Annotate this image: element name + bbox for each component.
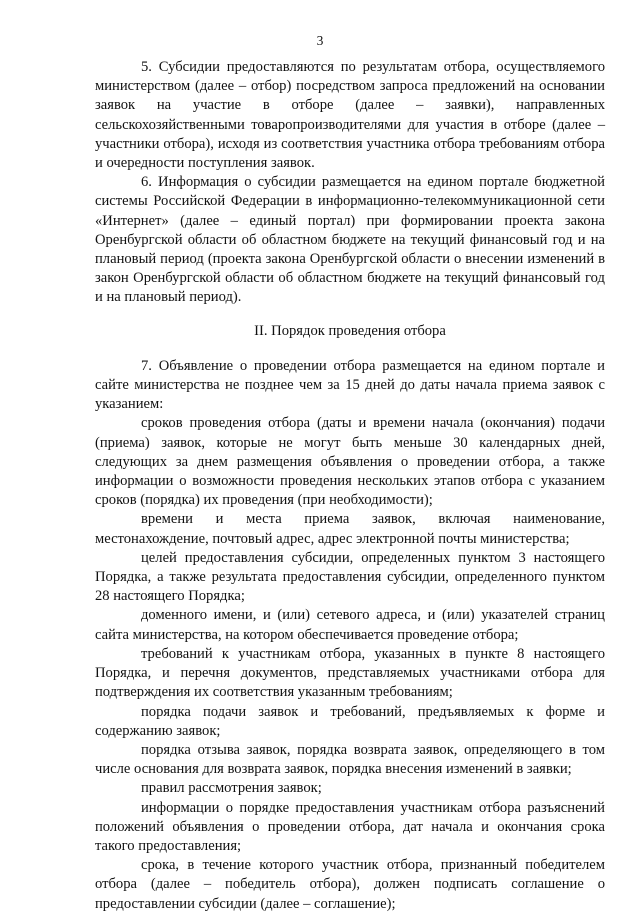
list-item-clarifications: информации о порядке предоставления участникам отбора разъяснений положений объявления о проведении отбора, дат начала и окончания срока такого предоставления; xyxy=(95,799,605,854)
paragraph-7: 7. Объявление о проведении отбора размещается на едином портале и сайте министерства не позднее чем за 15 дней до даты начала приема заявок с указанием: xyxy=(95,357,605,413)
list-item-goals: целей предоставления субсидии, определенных пунктом 3 настоящего Порядка, а также результата предоставления субсидии, определенного пунктом 28 настоящего Порядка; xyxy=(95,549,605,605)
paragraph-5: 5. Субсидии предоставляются по результатам отбора, осуществляемого министерством (далее – отбор) посредством запроса предложений на основании заявок на участие в отборе (далее – заявки), направленных сельскохозяйственными товаропроизводителями для участия в отборе (далее – участники отбора), исходя из соответствия участника отбора требованиям отбора и очередности поступления заявок. xyxy=(95,59,605,172)
list-item-agreement-term: срока, в течение которого участник отбора, признанный победителем отбора (далее – победитель отбора), должен подписать соглашение о предоставлении субсидии (далее – соглашение); xyxy=(95,857,605,912)
paragraph-6: 6. Информация о субсидии размещается на едином портале бюджетной системы Российской Федерации в информационно-телекоммуникационной сети «Интернет» (далее – единый портал) при формировании проекта закона Оренбургской области об областном бюджете на текущий финансовый год и на плановый период (проекта закона Оренбургской области о внесении изменений в закон Оренбургской области об областном бюджете на текущий финансовый год и на плановый период). xyxy=(95,174,605,306)
section-heading: II. Порядок проведения отбора xyxy=(254,322,446,339)
list-item-rules: правил рассмотрения заявок; xyxy=(141,780,322,797)
list-item-deadlines: сроков проведения отбора (даты и времени начала (окончания) подачи (приема) заявок, которые не могут быть меньше 30 календарных дней, следующих за днем размещения объявления о проведении отбора, а также информации о возможности проведения нескольких этапов отбора с указанием сроков (порядка) их проведения (при необходимости); xyxy=(95,415,605,509)
list-item-domain: доменного имени, и (или) сетевого адреса, и (или) указателей страниц сайта министерства, на котором обеспечивается проведение отбора; xyxy=(95,607,605,643)
list-item-requirements: требований к участникам отбора, указанных в пункте 8 настоящего Порядка, и перечня документов, представляемых участниками отбора для подтверждения их соответствия указанным требованиям; xyxy=(95,645,605,701)
list-item-submission: порядка подачи заявок и требований, предъявляемых к форме и содержанию заявок; xyxy=(95,703,605,739)
page-number: 3 xyxy=(316,33,324,48)
list-item-place: времени и места приема заявок, включая наименование, местонахождение, почтовый адрес, адрес электронной почты министерства; xyxy=(95,511,605,547)
document-body xyxy=(95,58,605,914)
list-item-withdrawal: порядка отзыва заявок, порядка возврата заявок, определяющего в том числе основания для возврата заявок, порядка внесения изменений в заявки; xyxy=(95,741,605,778)
